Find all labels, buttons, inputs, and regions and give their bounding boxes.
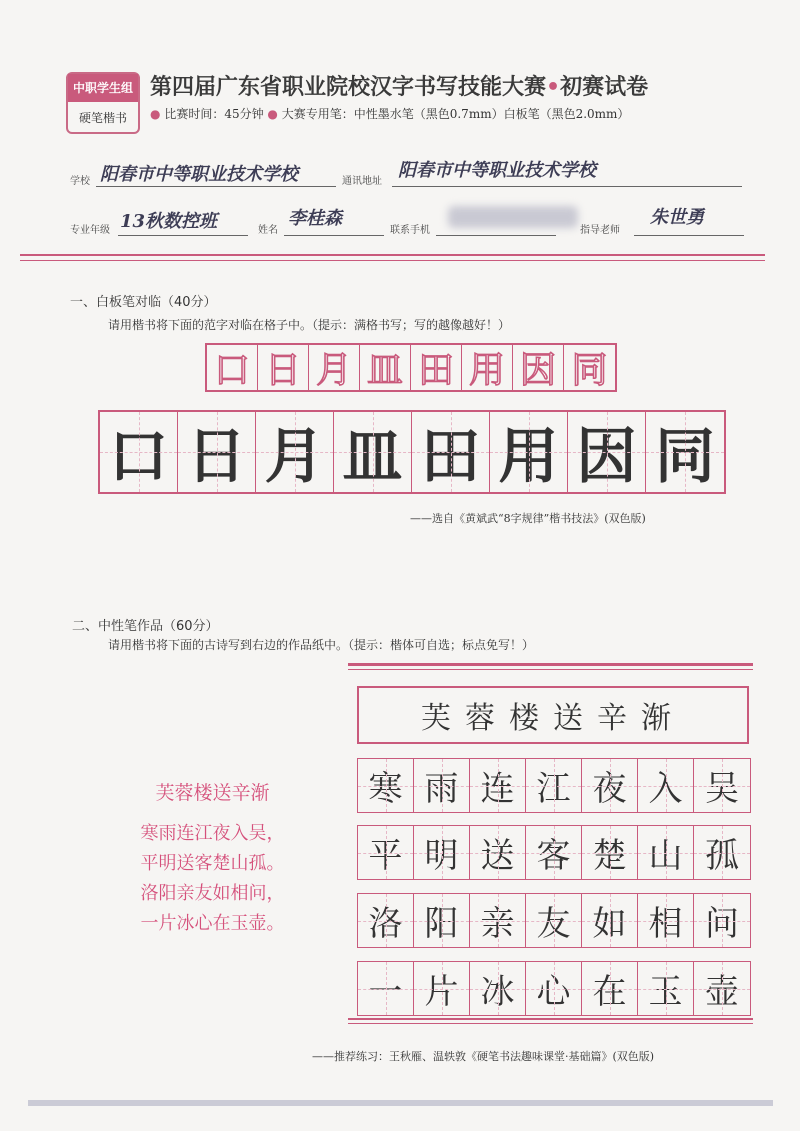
work-char: 相 [638,894,694,947]
work-char: 如 [582,894,638,947]
exam-time: 比赛时间：45分钟 [164,107,264,121]
name-label: 姓名 [258,225,278,236]
exam-pens: 大赛专用笔：中性墨水笔（黑色0.7mm）白板笔（黑色2.0mm） [281,107,630,121]
teacher-label: 指导老师 [580,225,620,236]
section1-heading: 一、白板笔对临（40分） [70,295,217,310]
title-tail: 初赛试卷 [560,75,649,100]
work-title: 芙蓉楼送辛渐 [357,686,749,744]
work-char: 吴 [694,759,750,812]
title-main: 第四届广东省职业院校汉字书写技能大赛 [150,75,547,100]
title-separator: • [546,75,561,100]
work-bottom-border [348,1018,753,1020]
work-char: 阳 [414,894,470,947]
poem-reference [105,778,320,939]
major-underline [118,235,248,236]
address-value: 阳春市中等职业技术学校 [398,160,596,181]
work-char: 客 [526,826,582,879]
school-label: 学校 [70,176,90,187]
copied-char: 口 [100,412,178,492]
model-char: 用 [462,345,513,390]
school-underline [96,186,336,187]
work-char: 孤 [694,826,750,879]
model-char-row [205,343,617,392]
work-char: 玉 [638,962,694,1015]
category-badge [66,72,140,134]
name-value: 李桂森 [288,208,342,229]
name-underline [284,235,384,236]
copied-char: 月 [256,412,334,492]
model-char: 口 [207,345,258,390]
page-title [150,70,648,101]
work-char: 片 [414,962,470,1015]
model-char: 同 [571,350,608,391]
teacher-value: 朱世勇 [650,207,704,228]
copied-char: 皿 [334,412,412,492]
address-underline [392,186,742,187]
teacher-underline [634,235,744,236]
work-char: 问 [694,894,750,947]
address-label: 通讯地址 [342,176,382,187]
work-char: 一 [358,962,414,1015]
work-char: 心 [526,962,582,1015]
copied-char: 田 [412,412,490,492]
poem-line: 寒雨连江夜入吴， [140,823,285,844]
bullet-icon: ● [267,107,278,121]
poem-line: 平明送客楚山孤。 [140,853,285,874]
copied-char: 日 [178,412,256,492]
work-row [357,893,751,948]
work-char: 夜 [582,759,638,812]
divider [20,254,765,256]
section2-instruction: 请用楷书将下面的古诗写到右边的作品纸中。（提示：楷体可自选；标点免写！） [108,638,535,652]
work-char: 亲 [470,894,526,947]
work-row [357,825,751,880]
work-char: 在 [582,962,638,1015]
model-char: 日 [258,345,309,390]
work-row [357,758,751,813]
poem-line: 一片冰心在玉壶。 [140,913,285,934]
school-value: 阳春市中等职业技术学校 [100,164,298,185]
bullet-icon: ● [150,107,161,121]
copy-char-row [98,410,726,494]
model-char: 田 [411,345,462,390]
page-footer-bar [28,1100,773,1106]
poem-line: 洛阳亲友如相问， [140,883,285,904]
section1-instruction: 请用楷书将下面的范字对临在格子中。（提示：满格书写；写的越像越好！） [108,318,511,332]
model-char: 月 [309,345,360,390]
major-label: 专业年级 [70,225,110,236]
phone-label: 联系手机 [390,225,430,236]
work-char: 雨 [414,759,470,812]
work-char: 明 [414,826,470,879]
copied-char: 用 [490,412,568,492]
section2-heading: 二、中性笔作品（60分） [72,619,219,634]
work-char: 寒 [358,759,414,812]
work-char: 平 [358,826,414,879]
work-char: 友 [526,894,582,947]
work-char: 洛 [358,894,414,947]
major-value: 13秋数控班 [120,211,218,232]
work-row [357,961,751,1016]
work-char: 壶 [694,962,750,1015]
work-top-border [348,669,753,670]
copied-char: 因 [568,412,646,492]
work-char: 入 [638,759,694,812]
copied-char: 同 [646,412,724,492]
work-top-border [348,663,753,666]
divider [20,260,765,261]
badge-group: 中职学生组 [68,74,138,102]
work-char: 连 [470,759,526,812]
badge-type: 硬笔楷书 [78,111,127,125]
model-char: 因 [513,345,564,390]
work-char: 江 [526,759,582,812]
work-char: 山 [638,826,694,879]
model-char: 皿 [360,345,411,390]
section1-source: ——选自《黄斌武“8字规律”楷书技法》(双色版) [410,512,646,525]
phone-redacted [448,206,578,228]
phone-underline [436,235,556,236]
work-bottom-border [348,1023,753,1024]
poem-title: 芙蓉楼送辛渐 [155,782,270,804]
exam-info [150,105,629,122]
work-char: 楚 [582,826,638,879]
work-char: 冰 [470,962,526,1015]
work-char: 送 [470,826,526,879]
section2-recommend: ——推荐练习：王秋雁、温轶敦《硬笔书法趣味课堂·基础篇》(双色版) [312,1050,655,1063]
